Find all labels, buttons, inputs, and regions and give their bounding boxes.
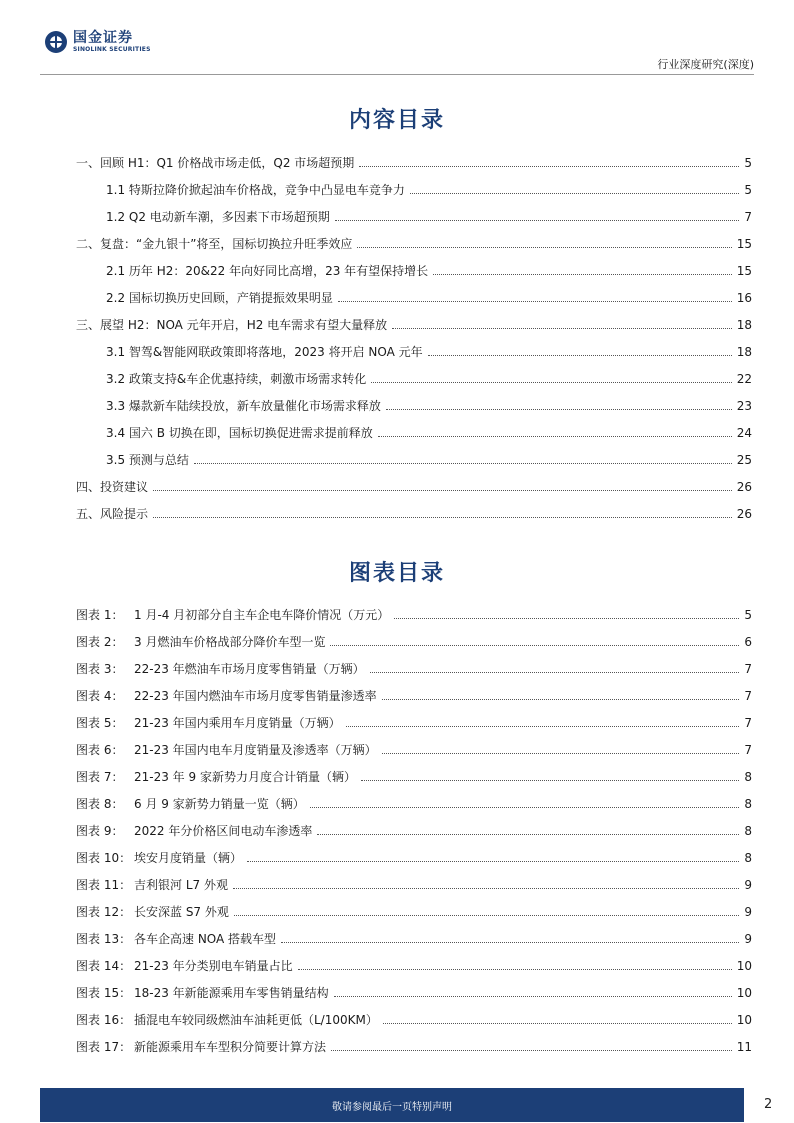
dot-leader [394,618,739,619]
figure-number: 图表 11： [76,878,132,892]
toc-entry[interactable] [106,339,752,359]
company-logo [44,30,151,54]
figure-caption: 埃安月度销量（辆） [134,851,243,865]
brand-name-cn: 国金证券 [73,29,133,46]
toc-entry-label: 四、投资建议 [76,480,149,494]
figure-entry[interactable] [76,872,752,892]
toc-entry-page: 15 [736,264,752,278]
toc-entry-label: 3.3 爆款新车陆续投放，新车放量催化市场需求释放 [106,399,381,413]
figure-caption: 18-23 年新能源乘用车零售销量结构 [134,986,329,1000]
dot-leader [317,834,739,835]
figure-entry[interactable] [76,980,752,1000]
toc-entry-label: 1.2 Q2 电动新车潮，多因素下市场超预期 [106,210,330,224]
figure-caption: 21-23 年国内乘用车月度销量（万辆） [134,716,341,730]
figure-entry[interactable] [76,629,752,649]
toc-entry-label: 一、回顾 H1：Q1 价格战市场走低，Q2 市场超预期 [76,156,355,170]
figure-entry[interactable] [76,926,752,946]
toc-entry-page: 5 [744,183,752,197]
toc-entry-label: 2.2 国标切换历史回顾，产销提振效果明显 [106,291,333,305]
figure-page: 7 [744,662,752,676]
dot-leader [334,996,732,997]
dot-leader [370,672,740,673]
dot-leader [234,915,739,916]
toc-entry-page: 23 [736,399,752,413]
figure-page: 9 [744,932,752,946]
dot-leader [335,220,740,221]
page-header [0,0,794,74]
figure-number: 图表 1： [76,608,124,622]
toc-entry[interactable] [106,177,752,197]
toc-entry-label: 二、复盘：“金九银十”将至，国标切换拉升旺季效应 [76,237,353,251]
figure-caption: 2022 年分价格区间电动车渗透率 [134,824,313,838]
figure-page: 8 [744,851,752,865]
toc-entry-page: 5 [744,156,752,170]
toc-entry-page: 18 [736,318,752,332]
figure-caption: 插混电车较同级燃油车油耗更低（L/100KM） [134,1013,378,1027]
figure-page: 8 [744,797,752,811]
figure-caption: 6 月 9 家新势力销量一览（辆） [134,797,305,811]
figure-entry[interactable] [76,737,752,757]
toc-entry-label: 三、展望 H2：NOA 元年开启，H2 电车需求有望大量释放 [76,318,388,332]
toc-title: 内容目录 [348,107,445,133]
figure-number: 图表 12： [76,905,132,919]
figure-page: 9 [744,878,752,892]
toc-entry[interactable] [106,258,752,278]
figure-number: 图表 16： [76,1013,132,1027]
figure-entry[interactable] [76,899,752,919]
figure-page: 8 [744,824,752,838]
figure-entry[interactable] [76,1034,752,1054]
dot-leader [153,517,732,518]
figure-caption: 3 月燃油车价格战部分降价车型一览 [134,635,326,649]
toc-entry[interactable] [76,474,752,494]
toc-entry[interactable] [76,501,752,521]
dot-leader [410,193,739,194]
dot-leader [433,274,732,275]
dot-leader [153,490,732,491]
figure-entry[interactable] [76,683,752,703]
toc-entry-label: 3.5 预测与总结 [106,453,189,467]
footer-disclaimer: 敬请参阅最后一页特别声明 [332,1102,452,1113]
figure-page: 10 [736,959,752,973]
toc-entry-label: 五、风险提示 [76,507,149,521]
figure-number: 图表 13： [76,932,132,946]
toc-entry-label: 3.2 政策支持&车企优惠持续，刺激市场需求转化 [106,372,367,386]
dot-leader [378,436,732,437]
figure-number: 图表 10： [76,851,132,865]
dot-leader [346,726,740,727]
figure-caption: 22-23 年燃油车市场月度零售销量（万辆） [134,662,365,676]
figure-page: 5 [744,608,752,622]
figure-caption: 22-23 年国内燃油车市场月度零售销量渗透率 [134,689,377,703]
figure-page: 7 [744,716,752,730]
figure-page: 7 [744,689,752,703]
toc-entry[interactable] [106,420,752,440]
brand-name-en: SINOLINK SECURITIES [73,45,151,53]
figure-number: 图表 15： [76,986,132,1000]
figure-number: 图表 3： [76,662,124,676]
figure-page: 10 [736,1013,752,1027]
figure-entry[interactable] [76,602,752,622]
figure-number: 图表 2： [76,635,124,649]
dot-leader [386,409,732,410]
toc-entry[interactable] [106,285,752,305]
header-divider [40,74,754,75]
figure-number: 图表 4： [76,689,124,703]
toc-entry-page: 7 [744,210,752,224]
dot-leader [338,301,732,302]
toc-entry-page: 25 [736,453,752,467]
figure-page: 7 [744,743,752,757]
sinolink-logo-icon [44,30,68,54]
toc-entry[interactable] [106,393,752,413]
page-number: 2 [764,1097,773,1112]
figure-entry[interactable] [76,845,752,865]
dot-leader [382,753,740,754]
figure-page: 8 [744,770,752,784]
figure-caption: 1 月-4 月初部分自主车企电车降价情况（万元） [134,608,390,622]
figure-caption: 21-23 年国内电车月度销量及渗透率（万辆） [134,743,377,757]
figure-number: 图表 5： [76,716,124,730]
dot-leader [298,969,732,970]
toc-entry[interactable] [76,312,752,332]
dot-leader [428,355,732,356]
figure-number: 图表 7： [76,770,124,784]
figure-caption: 新能源乘用车车型积分简要计算方法 [134,1040,327,1054]
figure-entry[interactable] [76,764,752,784]
toc-entry-page: 18 [736,345,752,359]
toc-entry[interactable] [76,231,752,251]
figure-entry[interactable] [76,656,752,676]
figure-number: 图表 9： [76,824,124,838]
figure-entry[interactable] [76,710,752,730]
figure-entry[interactable] [76,953,752,973]
dot-leader [357,247,731,248]
toc-entry[interactable] [106,204,752,224]
figure-page: 6 [744,635,752,649]
dot-leader [371,382,731,383]
figure-page: 10 [736,986,752,1000]
toc-entry-page: 16 [736,291,752,305]
figure-number: 图表 6： [76,743,124,757]
toc-entry[interactable] [76,150,752,170]
figure-entry[interactable] [76,1007,752,1027]
toc-entry-page: 24 [736,426,752,440]
dot-leader [247,861,739,862]
dot-leader [382,699,740,700]
dot-leader [194,463,732,464]
toc-entry-label: 2.1 历年 H2：20&22 年向好同比高增，23 年有望保持增长 [106,264,429,278]
figure-caption: 各车企高速 NOA 搭载车型 [134,932,277,946]
toc-entry-label: 3.4 国六 B 切换在即，国标切换促进需求提前释放 [106,426,373,440]
dot-leader [233,888,739,889]
toc-entry-label: 1.1 特斯拉降价掀起油车价格战，竞争中凸显电车竞争力 [106,183,405,197]
dot-leader [392,328,732,329]
figure-entry[interactable] [76,818,752,838]
figure-number: 图表 8： [76,797,124,811]
figure-number: 图表 17： [76,1040,132,1054]
dot-leader [359,166,739,167]
toc-entry[interactable] [106,366,752,386]
toc-entry-label: 3.1 智驾&智能网联政策即将落地，2023 将开启 NOA 元年 [106,345,423,359]
figure-page: 9 [744,905,752,919]
toc-entry-page: 15 [736,237,752,251]
figures-title: 图表目录 [348,560,445,586]
figure-caption: 21-23 年分类别电车销量占比 [134,959,293,973]
dot-leader [310,807,740,808]
figure-caption: 21-23 年 9 家新势力月度合计销量（辆） [134,770,356,784]
figure-page: 11 [736,1040,752,1054]
dot-leader [383,1023,732,1024]
toc-entry-page: 22 [736,372,752,386]
toc-entry[interactable] [106,447,752,467]
dot-leader [331,1050,732,1051]
dot-leader [281,942,739,943]
dot-leader [361,780,739,781]
toc-entry-page: 26 [736,507,752,521]
figure-caption: 吉利银河 L7 外观 [134,878,228,892]
dot-leader [330,645,739,646]
toc-entry-page: 26 [736,480,752,494]
figure-entry[interactable] [76,791,752,811]
figure-number: 图表 14： [76,959,132,973]
figure-caption: 长安深蓝 S7 外观 [134,905,229,919]
report-type: 行业深度研究(深度) [657,58,754,71]
